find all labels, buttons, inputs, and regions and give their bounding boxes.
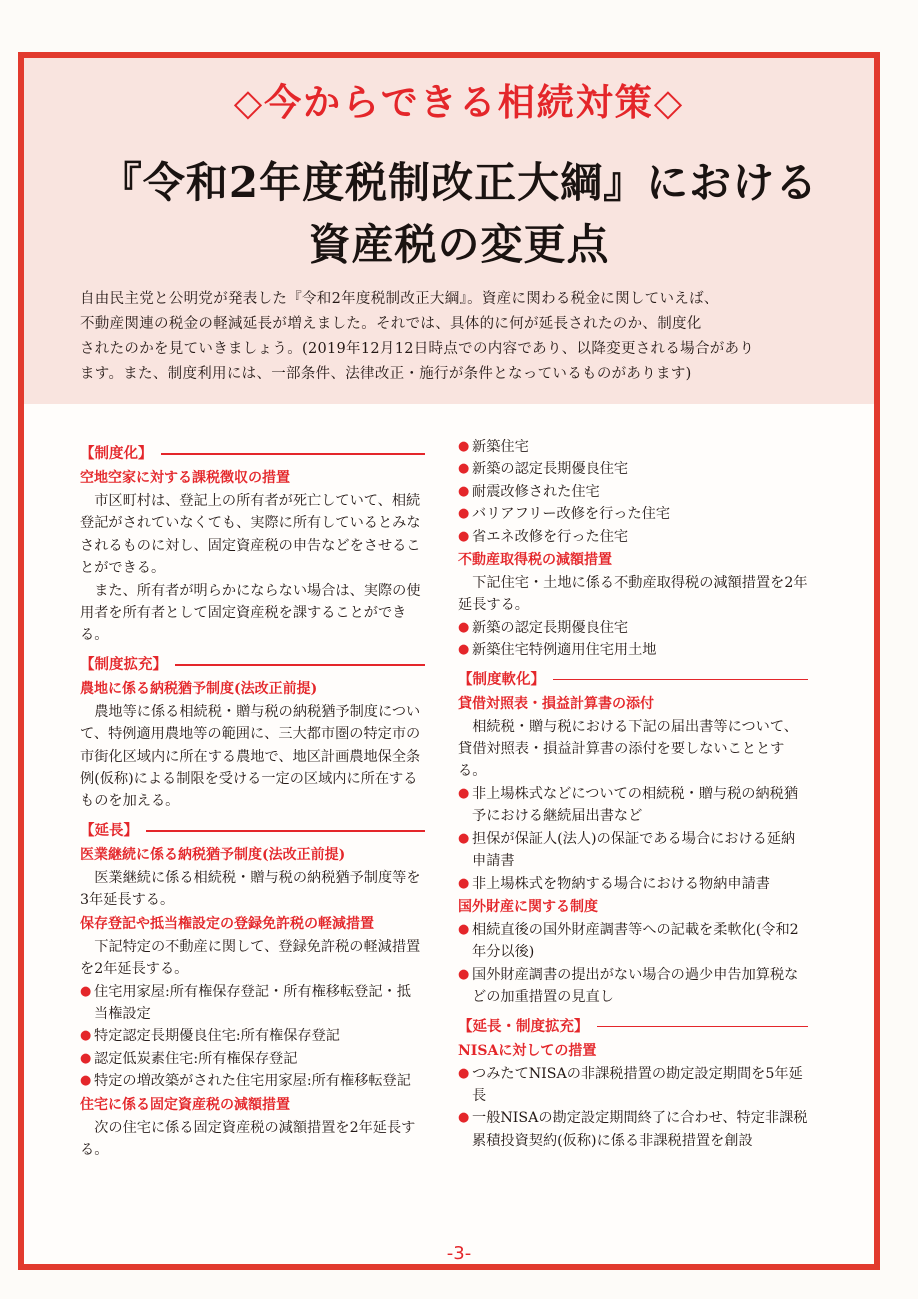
- bullet-dot-icon: ●: [458, 966, 470, 982]
- bullet-text: 住宅用家屋:所有権保存登記・所有権移転登記・抵当権設定: [94, 983, 411, 1022]
- bullet-text: 省エネ改修を行った住宅: [472, 528, 629, 545]
- bullet-text: 新築の認定長期優良住宅: [472, 619, 629, 636]
- category-label: 【延長】: [80, 821, 138, 839]
- bullet-dot-icon: ●: [458, 830, 470, 846]
- bullet-text: 相続直後の国外財産調書等への記載を柔軟化(令和2年分以後): [472, 921, 799, 961]
- heading-rule: [175, 664, 425, 666]
- bullet-dot-icon: ●: [80, 1028, 92, 1044]
- heading-rule: [146, 830, 425, 832]
- paragraph: また、所有者が明らかにならない場合は、実際の使用者を所有者として固定資産税を課することができる。: [80, 582, 421, 644]
- bullet-dot-icon: ●: [458, 528, 470, 544]
- subheading: 空地空家に対する課税徴収の措置: [80, 470, 290, 486]
- page-title-line2: 資産税の変更点: [308, 220, 610, 269]
- category-label: 【制度拡充】: [80, 655, 167, 673]
- bullet-text: 担保が保証人(法人)の保証である場合における延納申請書: [472, 830, 796, 870]
- paragraph: 下記特定の不動産に関して、登録免許税の軽減措置を2年延長する。: [80, 938, 421, 978]
- bullet-text: 非上場株式などについての相続税・贈与税の納税猶予における継続届出書など: [472, 785, 799, 825]
- bullet-item: [458, 503, 808, 525]
- bullet-item: [458, 964, 808, 1009]
- section-banner: ◇今からできる相続対策◇: [233, 81, 685, 124]
- bullet-dot-icon: ●: [80, 1050, 92, 1066]
- bullet-dot-icon: ●: [80, 1073, 92, 1089]
- heading-rule: [161, 453, 426, 455]
- paragraph: 市区町村は、登記上の所有者が死亡していて、相続登記がされていなくても、実際に所有しているとみなされるものに対し、固定資産税の申告などをさせることができる。: [80, 493, 421, 577]
- intro-line: 自由民主党と公明党が発表した『令和2年度税制改正大綱』。資産に関わる税金に関していえば、: [80, 291, 719, 307]
- intro-paragraph: [80, 287, 825, 387]
- bullet-dot-icon: ●: [458, 921, 470, 937]
- bullet-text: 国外財産調書の提出がない場合の過少申告加算税などの加重措置の見直し: [472, 966, 799, 1006]
- paragraph: 次の住宅に係る固定資産税の減額措置を2年延長する。: [80, 1119, 416, 1158]
- bullet-item: [458, 481, 808, 503]
- bullet-item: [458, 526, 808, 548]
- subheading: 農地に係る納税猶予制度(法改正前提): [80, 680, 318, 697]
- heading-rule: [597, 1026, 809, 1028]
- subheading: 不動産取得税の減額措置: [458, 552, 612, 569]
- bullet-dot-icon: ●: [458, 483, 470, 499]
- category-label: 【制度化】: [80, 445, 153, 462]
- paragraph: 下記住宅・土地に係る不動産取得税の減額措置を2年延長する。: [458, 575, 808, 614]
- bullet-text: バリアフリー改修を行った住宅: [472, 506, 671, 523]
- bullet-dot-icon: ●: [458, 506, 470, 522]
- bullet-text: 新築住宅特例適用住宅用土地: [472, 642, 657, 659]
- heading-rule: [553, 679, 808, 681]
- intro-line: されたのかを見ていきましょう。(2019年12月12日時点での内容であり、以降変更される場合があり: [80, 341, 755, 357]
- bullet-item: [458, 458, 808, 480]
- page-title-line1: 『令和2年度税制改正大綱』における: [99, 158, 819, 207]
- bullet-item: [458, 1063, 808, 1108]
- bullet-item: [80, 1048, 425, 1070]
- bullet-item: [458, 639, 808, 661]
- bullet-text: 新築住宅: [472, 439, 529, 455]
- category-heading: [458, 1015, 808, 1039]
- right-column: [458, 436, 808, 1152]
- bullet-item: [458, 1107, 808, 1152]
- bullet-item: [80, 981, 425, 1026]
- bullet-dot-icon: ●: [80, 983, 92, 999]
- bullet-dot-icon: ●: [458, 439, 470, 454]
- page-number: -3-: [446, 1243, 472, 1264]
- intro-line: 不動産関連の税金の軽減延長が増えました。それでは、具体的に何が延長されたのか、制度化: [80, 316, 702, 332]
- paragraph: 医業継続に係る相続税・贈与税の納税猶予制度等を3年延長する。: [80, 869, 421, 909]
- bullet-text: 新築の認定長期優良住宅: [472, 461, 629, 478]
- category-heading: [80, 819, 425, 843]
- bullet-text: 一般NISAの勘定設定期間終了に合わせ、特定非課税累積投資契約(仮称)に係る非課税措置を創設: [472, 1110, 808, 1149]
- category-heading: [80, 442, 425, 466]
- bullet-text: つみたてNISAの非課税措置の勘定設定期間を5年延長: [472, 1065, 803, 1104]
- bullet-dot-icon: ●: [458, 642, 470, 658]
- bullet-item: [458, 873, 808, 895]
- bullet-text: 非上場株式を物納する場合における物納申請書: [472, 875, 770, 892]
- bullet-dot-icon: ●: [458, 619, 470, 635]
- bullet-text: 認定低炭素住宅:所有権保存登記: [94, 1050, 298, 1067]
- bullet-item: [80, 1025, 425, 1047]
- bullet-item: [458, 919, 808, 964]
- bullet-text: 特定認定長期優良住宅:所有権保存登記: [94, 1028, 340, 1045]
- bullet-item: [458, 783, 808, 828]
- subheading: 医業継続に係る納税猶予制度(法改正前提): [80, 846, 346, 863]
- bullet-text: 耐震改修された住宅: [472, 483, 600, 500]
- subheading: 国外財産に関する制度: [458, 898, 598, 915]
- subheading: 保存登記や抵当権設定の登録免許税の軽減措置: [80, 915, 374, 932]
- bullet-dot-icon: ●: [458, 1110, 470, 1126]
- paragraph: 農地等に係る相続税・贈与税の納税猶予制度について、特例適用農地等の範囲に、三大都市圏の特定市の市街化区域内に所在する農地で、地区計画農地保全条例(仮称)による制限を受ける一定の区域内に所在するものを加える。: [80, 703, 421, 810]
- subheading: 貸借対照表・損益計算書の添付: [458, 695, 654, 712]
- subheading: 住宅に係る固定資産税の減額措置: [80, 1096, 290, 1113]
- bullet-text: 特定の増改築がされた住宅用家屋:所有権移転登記: [94, 1073, 411, 1090]
- intro-line: ます。また、制度利用には、一部条件、法律改正・施行が条件となっているものがあります): [80, 366, 692, 382]
- subheading: NISAに対しての措置: [458, 1042, 597, 1059]
- bullet-dot-icon: ●: [458, 1065, 470, 1081]
- bullet-dot-icon: ●: [458, 461, 470, 477]
- category-label: 【制度軟化】: [458, 670, 545, 688]
- bullet-dot-icon: ●: [458, 785, 470, 801]
- category-label: 【延長・制度拡充】: [458, 1017, 589, 1035]
- bullet-item: [80, 1070, 425, 1092]
- category-heading: [80, 653, 425, 677]
- bullet-item: [458, 828, 808, 873]
- left-column: [80, 436, 425, 1161]
- paragraph: 相続税・贈与税における下記の届出書等について、貸借対照表・損益計算書の添付を要しないこととする。: [458, 718, 798, 780]
- bullet-dot-icon: ●: [458, 875, 470, 891]
- category-heading: [458, 668, 808, 692]
- bullet-item: [458, 617, 808, 639]
- bullet-item: [458, 436, 808, 458]
